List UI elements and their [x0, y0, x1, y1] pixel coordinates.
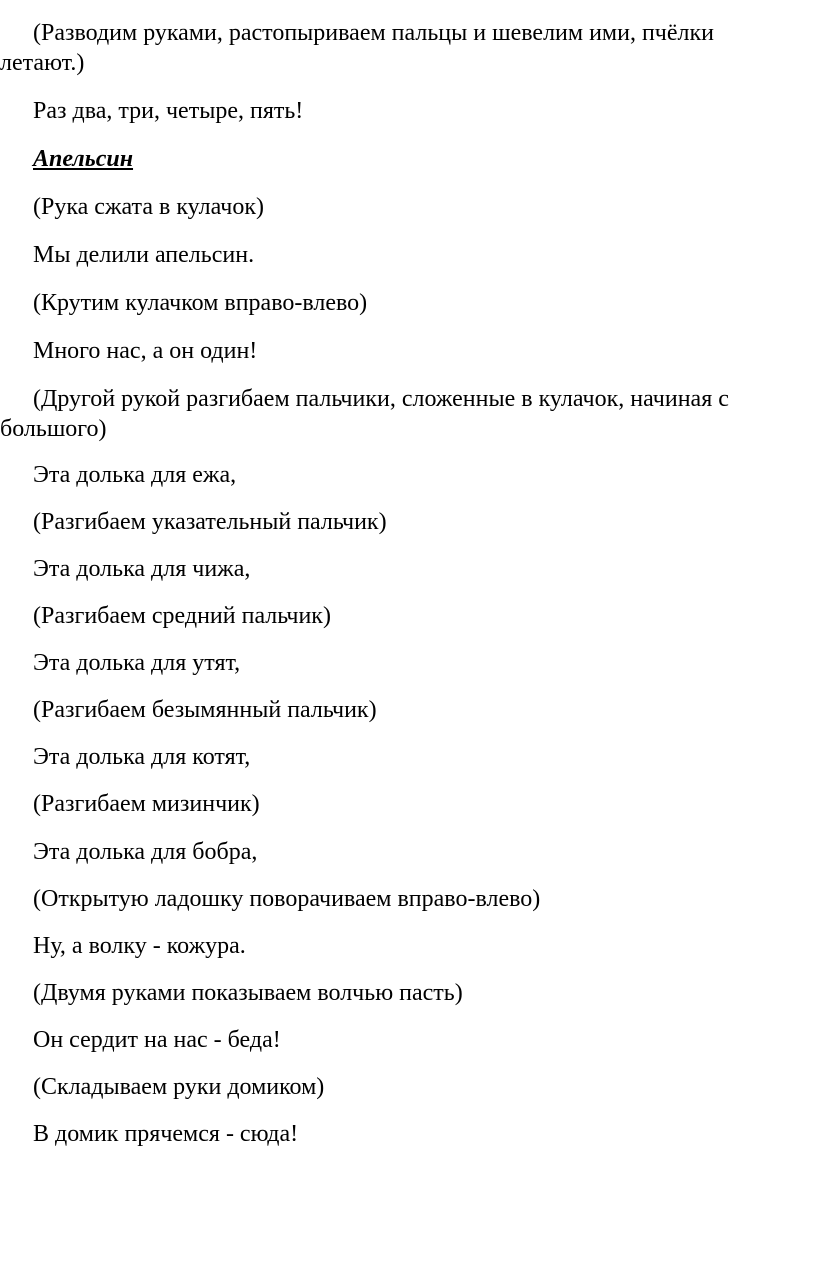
paragraph-instruction-long: (Другой рукой разгибаем пальчики, сложенные в кулачок, начиная с большого) — [0, 386, 729, 442]
paragraph-instruction: (Разгибаем мизинчик) — [33, 791, 260, 817]
paragraph-instruction: (Разгибаем безымянный пальчик) — [33, 697, 377, 723]
paragraph-counting: Раз два, три, четыре, пять! — [33, 98, 304, 124]
paragraph-instruction: (Крутим кулачком вправо-влево) — [33, 290, 368, 316]
paragraph-line: Мы делили апельсин. — [33, 242, 255, 268]
paragraph-bees-instruction: (Разводим руками, растопыриваем пальцы и шевелим ими, пчёлки летают.) — [0, 20, 714, 76]
paragraph-instruction: (Двумя руками показываем волчью пасть) — [33, 980, 463, 1006]
paragraph-line: Эта долька для котят, — [33, 744, 251, 770]
paragraph-line: Много нас, а он один! — [33, 338, 258, 364]
paragraph-instruction: (Разгибаем указательный пальчик) — [33, 509, 387, 535]
section-heading-orange: Апельсин — [33, 146, 134, 172]
paragraph-line: Эта долька для утят, — [33, 650, 241, 676]
paragraph-line: В домик прячемся - сюда! — [33, 1121, 299, 1147]
paragraph-line: Ну, а волку - кожура. — [33, 933, 246, 959]
paragraph-instruction: (Открытую ладошку поворачиваем вправо-влево) — [33, 886, 541, 912]
paragraph-instruction: (Разгибаем средний пальчик) — [33, 603, 331, 629]
paragraph-line: Эта долька для чижа, — [33, 556, 251, 582]
paragraph-instruction: (Складываем руки домиком) — [33, 1074, 325, 1100]
paragraph-fist: (Рука сжата в кулачок) — [33, 194, 264, 220]
paragraph-line: Эта долька для бобра, — [33, 839, 258, 865]
paragraph-line: Эта долька для ежа, — [33, 462, 237, 488]
paragraph-line: Он сердит на нас - беда! — [33, 1027, 281, 1053]
